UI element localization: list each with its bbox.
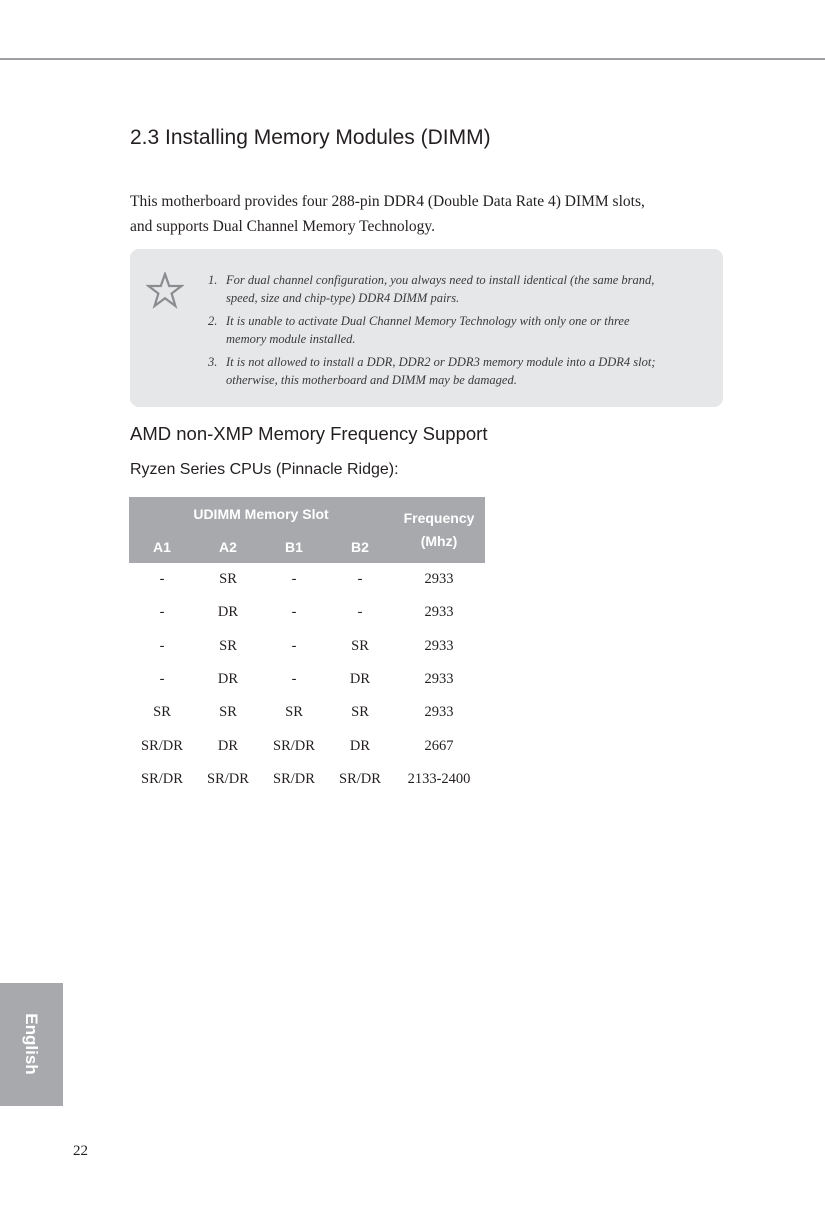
table-row xyxy=(129,763,485,796)
page-number: 22 xyxy=(73,1143,88,1159)
table-cell: - xyxy=(357,571,363,588)
note-list xyxy=(208,271,668,394)
note-text: It is unable to activate Dual Channel Memory Technology with only one or three memory module installed. xyxy=(226,314,630,346)
table-cell: SR xyxy=(351,704,369,721)
frequency-support-heading: AMD non-XMP Memory Frequency Support xyxy=(130,423,488,444)
table-cell: - xyxy=(159,571,165,588)
table-cell: - xyxy=(159,637,165,654)
note-box xyxy=(130,249,723,407)
intro-line-1: This motherboard provides four 288-pin DDR4 (Double Data Rate 4) DIMM slots, xyxy=(130,193,645,210)
note-text: For dual channel configuration, you always need to install identical (the same brand, speed, size and chip-type) DDR4 DIMM pairs. xyxy=(226,273,655,305)
table-cell: 2933 xyxy=(424,604,454,621)
table-cell: DR xyxy=(349,671,371,688)
udimm-slot-header: UDIMM Memory Slot xyxy=(129,497,393,530)
note-item xyxy=(208,312,668,348)
table-cell: DR xyxy=(349,737,371,754)
table-cell: SR/DR xyxy=(207,770,249,787)
slot-header-b2: B2 xyxy=(327,530,393,563)
table-cell: SR/DR xyxy=(339,770,381,787)
note-number: 3. xyxy=(208,355,218,369)
table-cell: DR xyxy=(217,671,239,688)
note-text: It is not allowed to install a DDR, DDR2 or DDR3 memory module into a DDR4 slot; otherwise, this motherboard and DIMM may be damaged. xyxy=(226,355,656,387)
note-item xyxy=(208,353,668,389)
table-cell: DR xyxy=(217,604,239,621)
note-number: 2. xyxy=(208,314,218,328)
table-cell: 2933 xyxy=(424,571,454,588)
frequency-header-label: Frequency xyxy=(403,510,475,526)
slot-header-a2: A2 xyxy=(195,530,261,563)
intro-paragraph xyxy=(130,189,710,239)
table-cell: 2133-2400 xyxy=(407,770,471,787)
table-cell: SR/DR xyxy=(273,737,315,754)
table-cell: - xyxy=(291,637,297,654)
table-cell: DR xyxy=(217,737,239,754)
table-row xyxy=(129,663,485,696)
table-cell: 2667 xyxy=(424,737,454,754)
table-row xyxy=(129,630,485,663)
slot-header-a1: A1 xyxy=(129,530,195,563)
table-row xyxy=(129,596,485,629)
table-cell: - xyxy=(159,671,165,688)
table-cell: - xyxy=(291,571,297,588)
star-icon xyxy=(146,272,184,310)
table-cell: SR xyxy=(351,637,369,654)
table-cell: SR/DR xyxy=(141,770,183,787)
header-rule xyxy=(0,58,825,60)
frequency-header xyxy=(393,497,485,563)
table-cell: 2933 xyxy=(424,637,454,654)
note-number: 1. xyxy=(208,273,218,287)
table-cell: SR xyxy=(285,704,303,721)
table-cell: 2933 xyxy=(424,704,454,721)
section-title: 2.3 Installing Memory Modules (DIMM) xyxy=(130,126,491,149)
table-cell: SR xyxy=(219,704,237,721)
table-cell: - xyxy=(357,604,363,621)
table-cell: SR xyxy=(219,637,237,654)
slot-header-b1: B1 xyxy=(261,530,327,563)
table-cell: - xyxy=(159,604,165,621)
table-row xyxy=(129,563,485,596)
frequency-header-unit: (Mhz) xyxy=(420,533,458,549)
note-item xyxy=(208,271,668,307)
table-cell: SR/DR xyxy=(273,770,315,787)
table-cell: SR/DR xyxy=(141,737,183,754)
language-tab xyxy=(0,983,63,1106)
table-cell: SR xyxy=(219,571,237,588)
table-cell: 2933 xyxy=(424,671,454,688)
intro-line-2: and supports Dual Channel Memory Technology. xyxy=(130,218,435,235)
table-cell: - xyxy=(291,671,297,688)
table-cell: - xyxy=(291,604,297,621)
table-row xyxy=(129,729,485,762)
cpu-series-subheading: Ryzen Series CPUs (Pinnacle Ridge): xyxy=(130,461,399,478)
language-label: English xyxy=(22,1013,41,1075)
memory-frequency-table xyxy=(129,497,485,796)
table-cell: SR xyxy=(153,704,171,721)
table-row xyxy=(129,696,485,729)
